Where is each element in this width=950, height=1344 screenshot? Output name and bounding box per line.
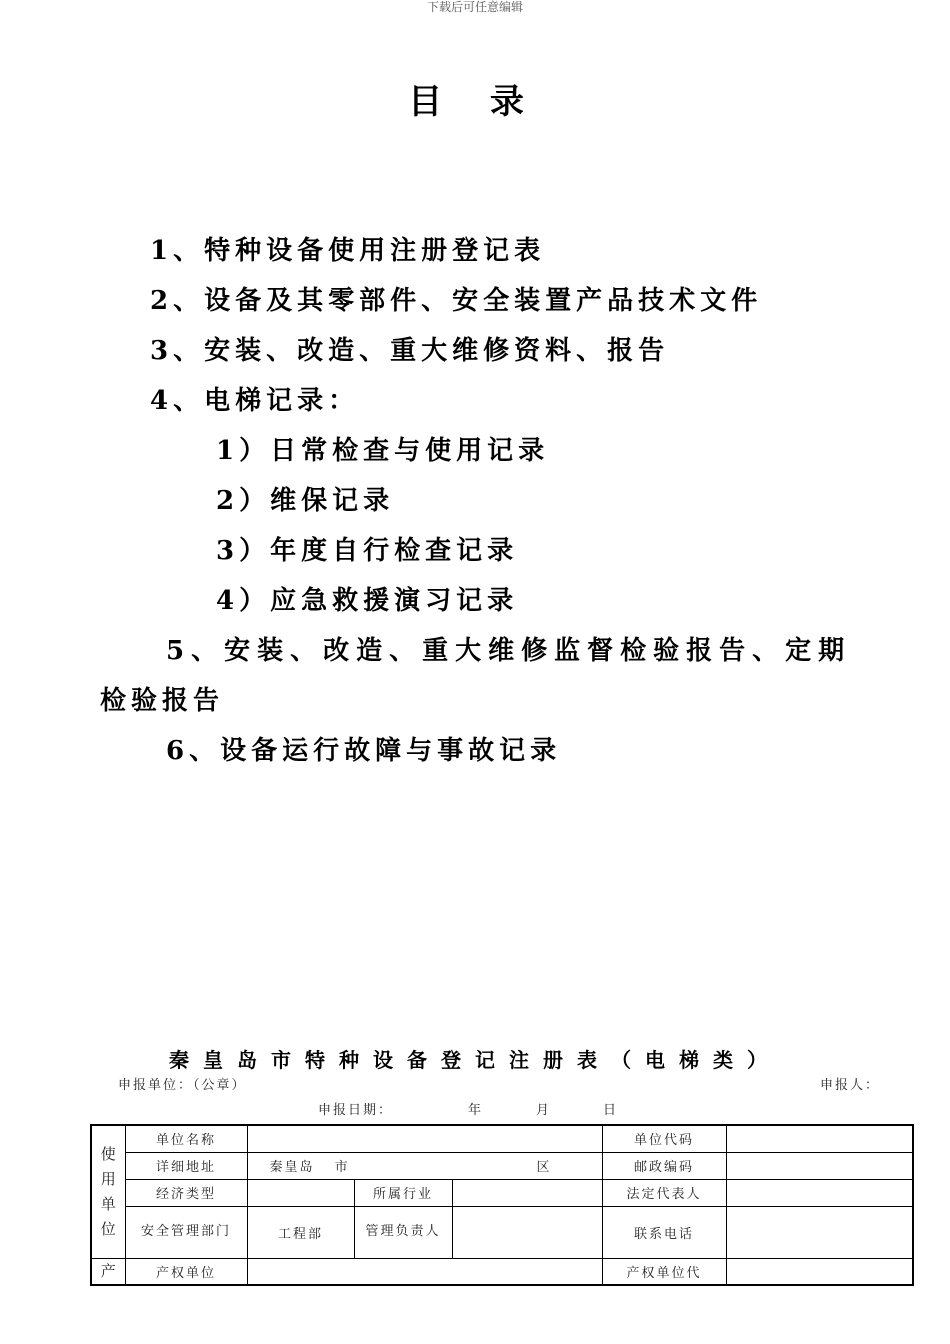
owner-code-value[interactable] [726, 1258, 913, 1285]
section-owner: 产 [91, 1258, 125, 1285]
industry-value[interactable] [452, 1179, 602, 1206]
address-label: 详细地址 [125, 1152, 247, 1179]
toc-item-2: 2、设备及其零部件、安全装置产品技术文件 [150, 286, 763, 316]
phone-label: 联系电话 [602, 1206, 726, 1258]
date-label: 申报日期： [318, 1103, 394, 1118]
toc-item-1: 1、特种设备使用注册登记表 [150, 236, 546, 266]
section-user-unit: 使 用 单 位 [91, 1125, 125, 1258]
manager-label: 管理负责人 [354, 1206, 452, 1258]
industry-label: 所属行业 [354, 1179, 452, 1206]
page-title: 目 录 [408, 82, 542, 122]
postal-code-label: 邮政编码 [602, 1152, 726, 1179]
address-district: 区 [536, 1160, 552, 1175]
address-city: 秦皇岛 [269, 1160, 315, 1175]
applicant-unit-label: 申报单位：（公章） [118, 1078, 247, 1093]
toc-item-4: 4、电梯记录： [150, 386, 360, 416]
unit-name-label: 单位名称 [125, 1125, 247, 1152]
toc-item-6: 6、设备运行故障与事故记录 [166, 736, 562, 766]
date-year: 年 [468, 1103, 484, 1118]
date-day: 日 [603, 1103, 619, 1118]
unit-code-value[interactable] [726, 1125, 913, 1152]
phone-value[interactable] [726, 1206, 913, 1258]
economic-type-label: 经济类型 [125, 1179, 247, 1206]
address-shi: 市 [334, 1160, 350, 1175]
safety-dept-label: 安全管理部门 [125, 1206, 247, 1258]
owner-unit-value[interactable] [247, 1258, 602, 1285]
toc-subitem-2: 2）维保记录 [216, 486, 395, 516]
toc-subitem-3: 3）年度自行检查记录 [216, 536, 519, 566]
unit-name-value[interactable] [247, 1125, 602, 1152]
owner-code-label: 产权单位代 [602, 1258, 726, 1285]
form-title: 秦皇岛市特种设备登记注册表（电梯类） [169, 1048, 781, 1072]
toc-item-5-cont: 检验报告 [100, 686, 225, 716]
manager-value[interactable] [452, 1206, 602, 1258]
toc-subitem-1: 1）日常检查与使用记录 [216, 436, 550, 466]
safety-dept-value[interactable]: 工程部 [247, 1206, 354, 1258]
applicant-label: 申报人： [820, 1078, 881, 1093]
address-value[interactable] [247, 1152, 602, 1179]
date-month: 月 [536, 1103, 552, 1118]
postal-code-value[interactable] [726, 1152, 913, 1179]
header-note: 下载后可任意编辑 [426, 0, 523, 14]
registration-table [90, 1124, 914, 1286]
economic-type-value[interactable] [247, 1179, 354, 1206]
toc-item-3: 3、安装、改造、重大维修资料、报告 [150, 336, 670, 366]
toc-subitem-4: 4）应急救援演习记录 [216, 586, 519, 616]
legal-rep-label: 法定代表人 [602, 1179, 726, 1206]
owner-unit-label: 产权单位 [125, 1258, 247, 1285]
toc-item-5: 5、安装、改造、重大维修监督检验报告、定期 [166, 636, 852, 666]
unit-code-label: 单位代码 [602, 1125, 726, 1152]
legal-rep-value[interactable] [726, 1179, 913, 1206]
